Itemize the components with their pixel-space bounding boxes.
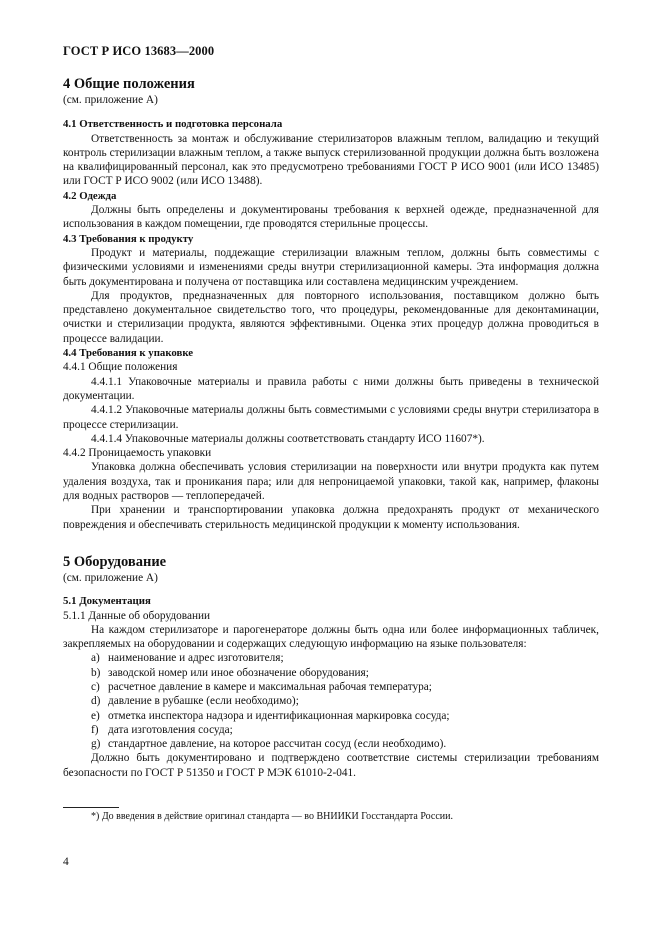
paragraph: На каждом стерилизаторе и парогенераторе должны быть одна или более информационных табличек, закрепляемых на оборудовании и содержащих следующую информацию на языке пользователя: — [63, 623, 599, 651]
list-item: b) заводской номер или иное обозначение оборудования; — [91, 666, 369, 679]
paragraph: Продукт и материалы, поддежащие стерилизации влажным теплом, должны быть совместимы с физическими условиями и изменениями среды внутри стерилизационной камеры. Эта информация должна быть документирована и получена от поставщика или составлена медицинским учреждением. — [63, 246, 599, 288]
paragraph: Ответственность за монтаж и обслуживание стерилизаторов влажным теплом, валидацию и текущий контроль стерилизации влажным теплом, а также выпуск стерилизованной продукции должна быть возложена на квалифицированный персонал, как это предусмотрено требованиями ГОСТ Р ИСО 9001 (или ИСО 13485) или ГОСТ Р ИСО 9002 (или ИСО 13488). — [63, 132, 599, 188]
footnote-rule — [63, 807, 119, 808]
list-item: e) отметка инспектора надзора и идентификационная маркировка сосуда; — [91, 709, 450, 722]
info-plate-list — [91, 651, 599, 751]
paragraph: Должны быть определены и документированы требования к верхней одежде, предназначенной для использования в каждом помещении, где проводятся стерильные процессы. — [63, 204, 599, 231]
running-header: ГОСТ Р ИСО 13683—2000 — [63, 44, 215, 58]
subsection-4-3-title: 4.3 Требования к продукту — [63, 232, 194, 245]
clause-5-1-1: 5.1.1 Данные об оборудовании — [63, 609, 211, 622]
section-4-title: 4 Общие положения — [63, 76, 195, 92]
section-4-note: (см. приложение А) — [63, 94, 158, 106]
page-number: 4 — [63, 856, 69, 868]
clause-4-4-1: 4.4.1 Общие положения — [63, 361, 178, 374]
paragraph: Для продуктов, предназначенных для повторного использования, поставщиком должно быть представлено документальное свидетельство того, что процедуры, рекомендованные для деконтаминации, очистки и стерилизации продукта, являются эффективными. Оценка этих процедур должна проводиться в процессе валидации. — [63, 289, 599, 345]
clause-4-4-1-4: 4.4.1.4 Упаковочные материалы должны соответствовать стандарту ИСО 11607*). — [91, 432, 485, 445]
list-item: a) наименование и адрес изготовителя; — [91, 652, 284, 665]
paragraph: Должно быть документировано и подтверждено соответствие системы стерилизации требованиям безопасности по ГОСТ Р 51350 и ГОСТ Р МЭК 61010-2-041. — [63, 752, 599, 779]
list-item: d) давление в рубашке (если необходимо); — [91, 695, 299, 708]
subsection-5-1-title: 5.1 Документация — [63, 595, 151, 608]
clause-4-4-1-2: 4.4.1.2 Упаковочные материалы должны быть совместимыми с условиями среды внутри стерилизатора в процессе стерилизации. — [63, 404, 599, 431]
section-5-note: (см. приложение А) — [63, 571, 158, 584]
paragraph: При хранении и транспортировании упаковка должна предохранять продукт от механического повреждения и обеспечивать стерильность медицинской продукции к моменту использования. — [63, 504, 599, 531]
paragraph: Упаковка должна обеспечивать условия стерилизации на поверхности или внутри продукта как путем удаления воздуха, так и проникания пара; или для непроницаемой упаковки, такой как, например, флаконы для водных растворов — теплопередачей. — [63, 461, 599, 503]
list-item: f) дата изготовления сосуда; — [91, 723, 233, 736]
section-5-title: 5 Оборудование — [63, 553, 167, 570]
clause-4-4-2: 4.4.2 Проницаемость упаковки — [63, 447, 212, 460]
list-item: g) стандартное давление, на которое рассчитан сосуд (если необходимо). — [91, 738, 447, 751]
page-body — [63, 76, 599, 780]
subsection-4-1-title: 4.1 Ответственность и подготовка персонала — [63, 118, 283, 131]
clause-4-4-1-1: 4.4.1.1 Упаковочные материалы и правила работы с ними должны быть приведены в технической документации. — [63, 375, 599, 402]
subsection-4-2-title: 4.2 Одежда — [63, 189, 117, 202]
footnote: *) До введения в действие оригинал стандарта — во ВНИИКИ Госстандарта России. — [91, 811, 453, 822]
subsection-4-4-title: 4.4 Требования к упаковке — [63, 347, 194, 360]
list-item: c) расчетное давление в камере и максимальная рабочая температура; — [91, 680, 432, 693]
